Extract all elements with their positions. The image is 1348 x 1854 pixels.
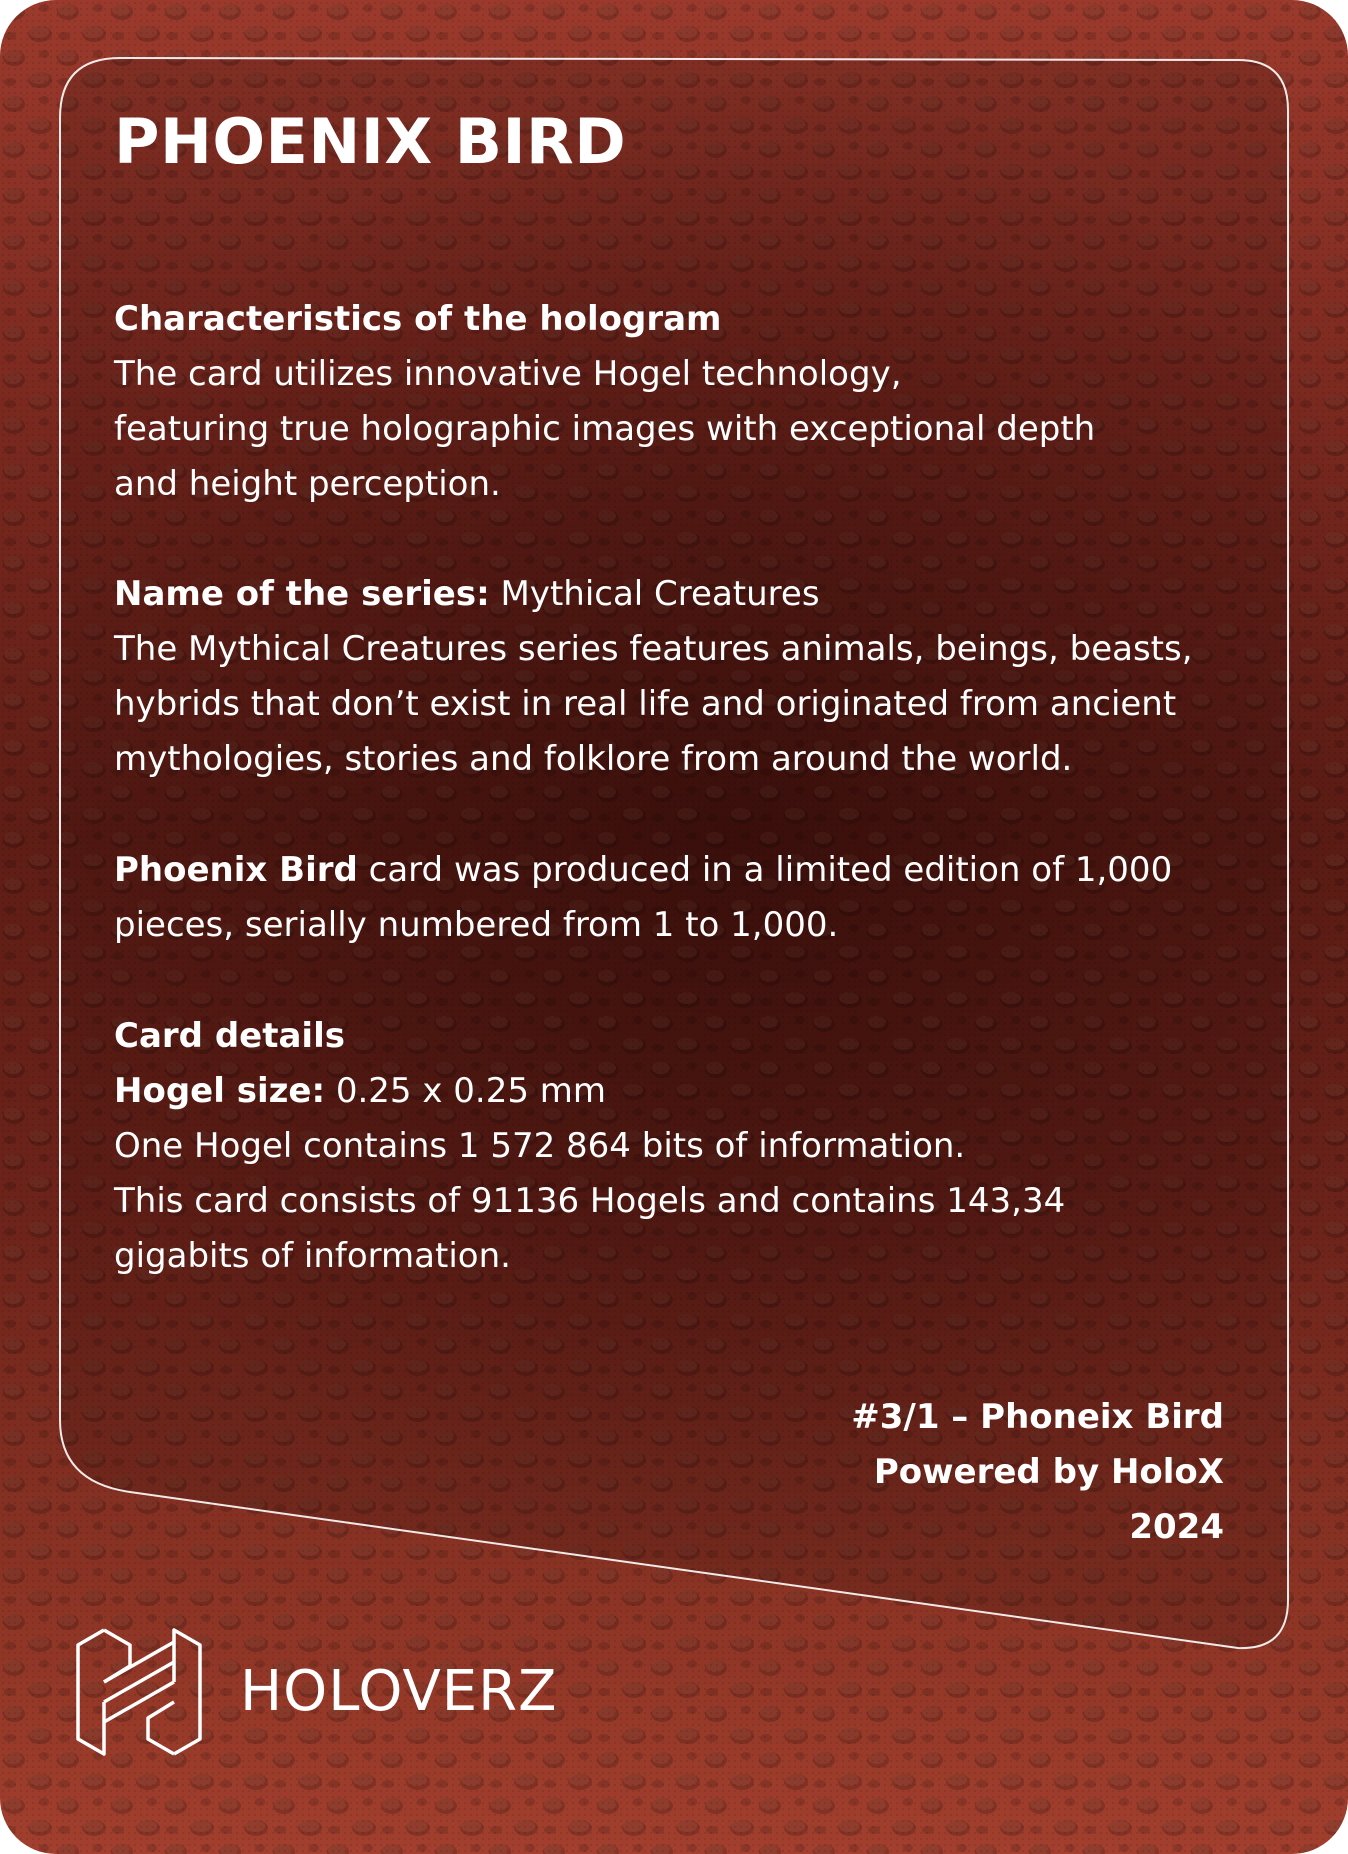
hogel-size-label: Hogel size: [114, 1071, 326, 1111]
hologram-heading: Characteristics of the hologram [114, 299, 722, 339]
series-name-line [114, 567, 1254, 622]
holoverz-logo-icon [74, 1626, 204, 1758]
hologram-line: and height perception. [114, 464, 501, 504]
edition-section [114, 843, 1254, 953]
brand-name: HOLOVERZ [240, 1659, 558, 1724]
edition-line: pieces, serially numbered from 1 to 1,000. [114, 905, 839, 945]
hologram-line: The card utilizes innovative Hogel technology, [114, 354, 902, 394]
card-year: 2024 [1129, 1507, 1224, 1547]
series-line: The Mythical Creatures series features animals, beings, beasts, [114, 629, 1193, 669]
hologram-section [114, 292, 1254, 512]
series-line: hybrids that don’t exist in real life and originated from ancient [114, 684, 1177, 724]
series-line: mythologies, stories and folklore from around the world. [114, 739, 1073, 779]
edition-line [114, 843, 1254, 898]
powered-by: Powered by HoloX [873, 1452, 1224, 1492]
series-section [114, 567, 1254, 787]
hogel-size-line [114, 1064, 1254, 1119]
details-line: This card consists of 91136 Hogels and contains 143,34 [114, 1181, 1066, 1221]
series-label: Name of the series: [114, 574, 490, 614]
hologram-line: featuring true holographic images with exceptional depth [114, 409, 1096, 449]
card-title: PHOENIX BIRD [114, 105, 627, 178]
card-footer [851, 1390, 1224, 1555]
edition-card-name: Phoenix Bird [114, 850, 358, 890]
edition-text: card was produced in a limited edition of 1,000 [357, 850, 1173, 890]
details-line: One Hogel contains 1 572 864 bits of information. [114, 1126, 966, 1166]
details-line: gigabits of information. [114, 1236, 511, 1276]
details-heading: Card details [114, 1016, 345, 1056]
card-serial: #3/1 – Phoneix Bird [851, 1397, 1224, 1437]
series-value: Mythical Creatures [489, 574, 820, 614]
hogel-size-value: 0.25 x 0.25 mm [325, 1071, 607, 1111]
details-section [114, 1009, 1254, 1284]
